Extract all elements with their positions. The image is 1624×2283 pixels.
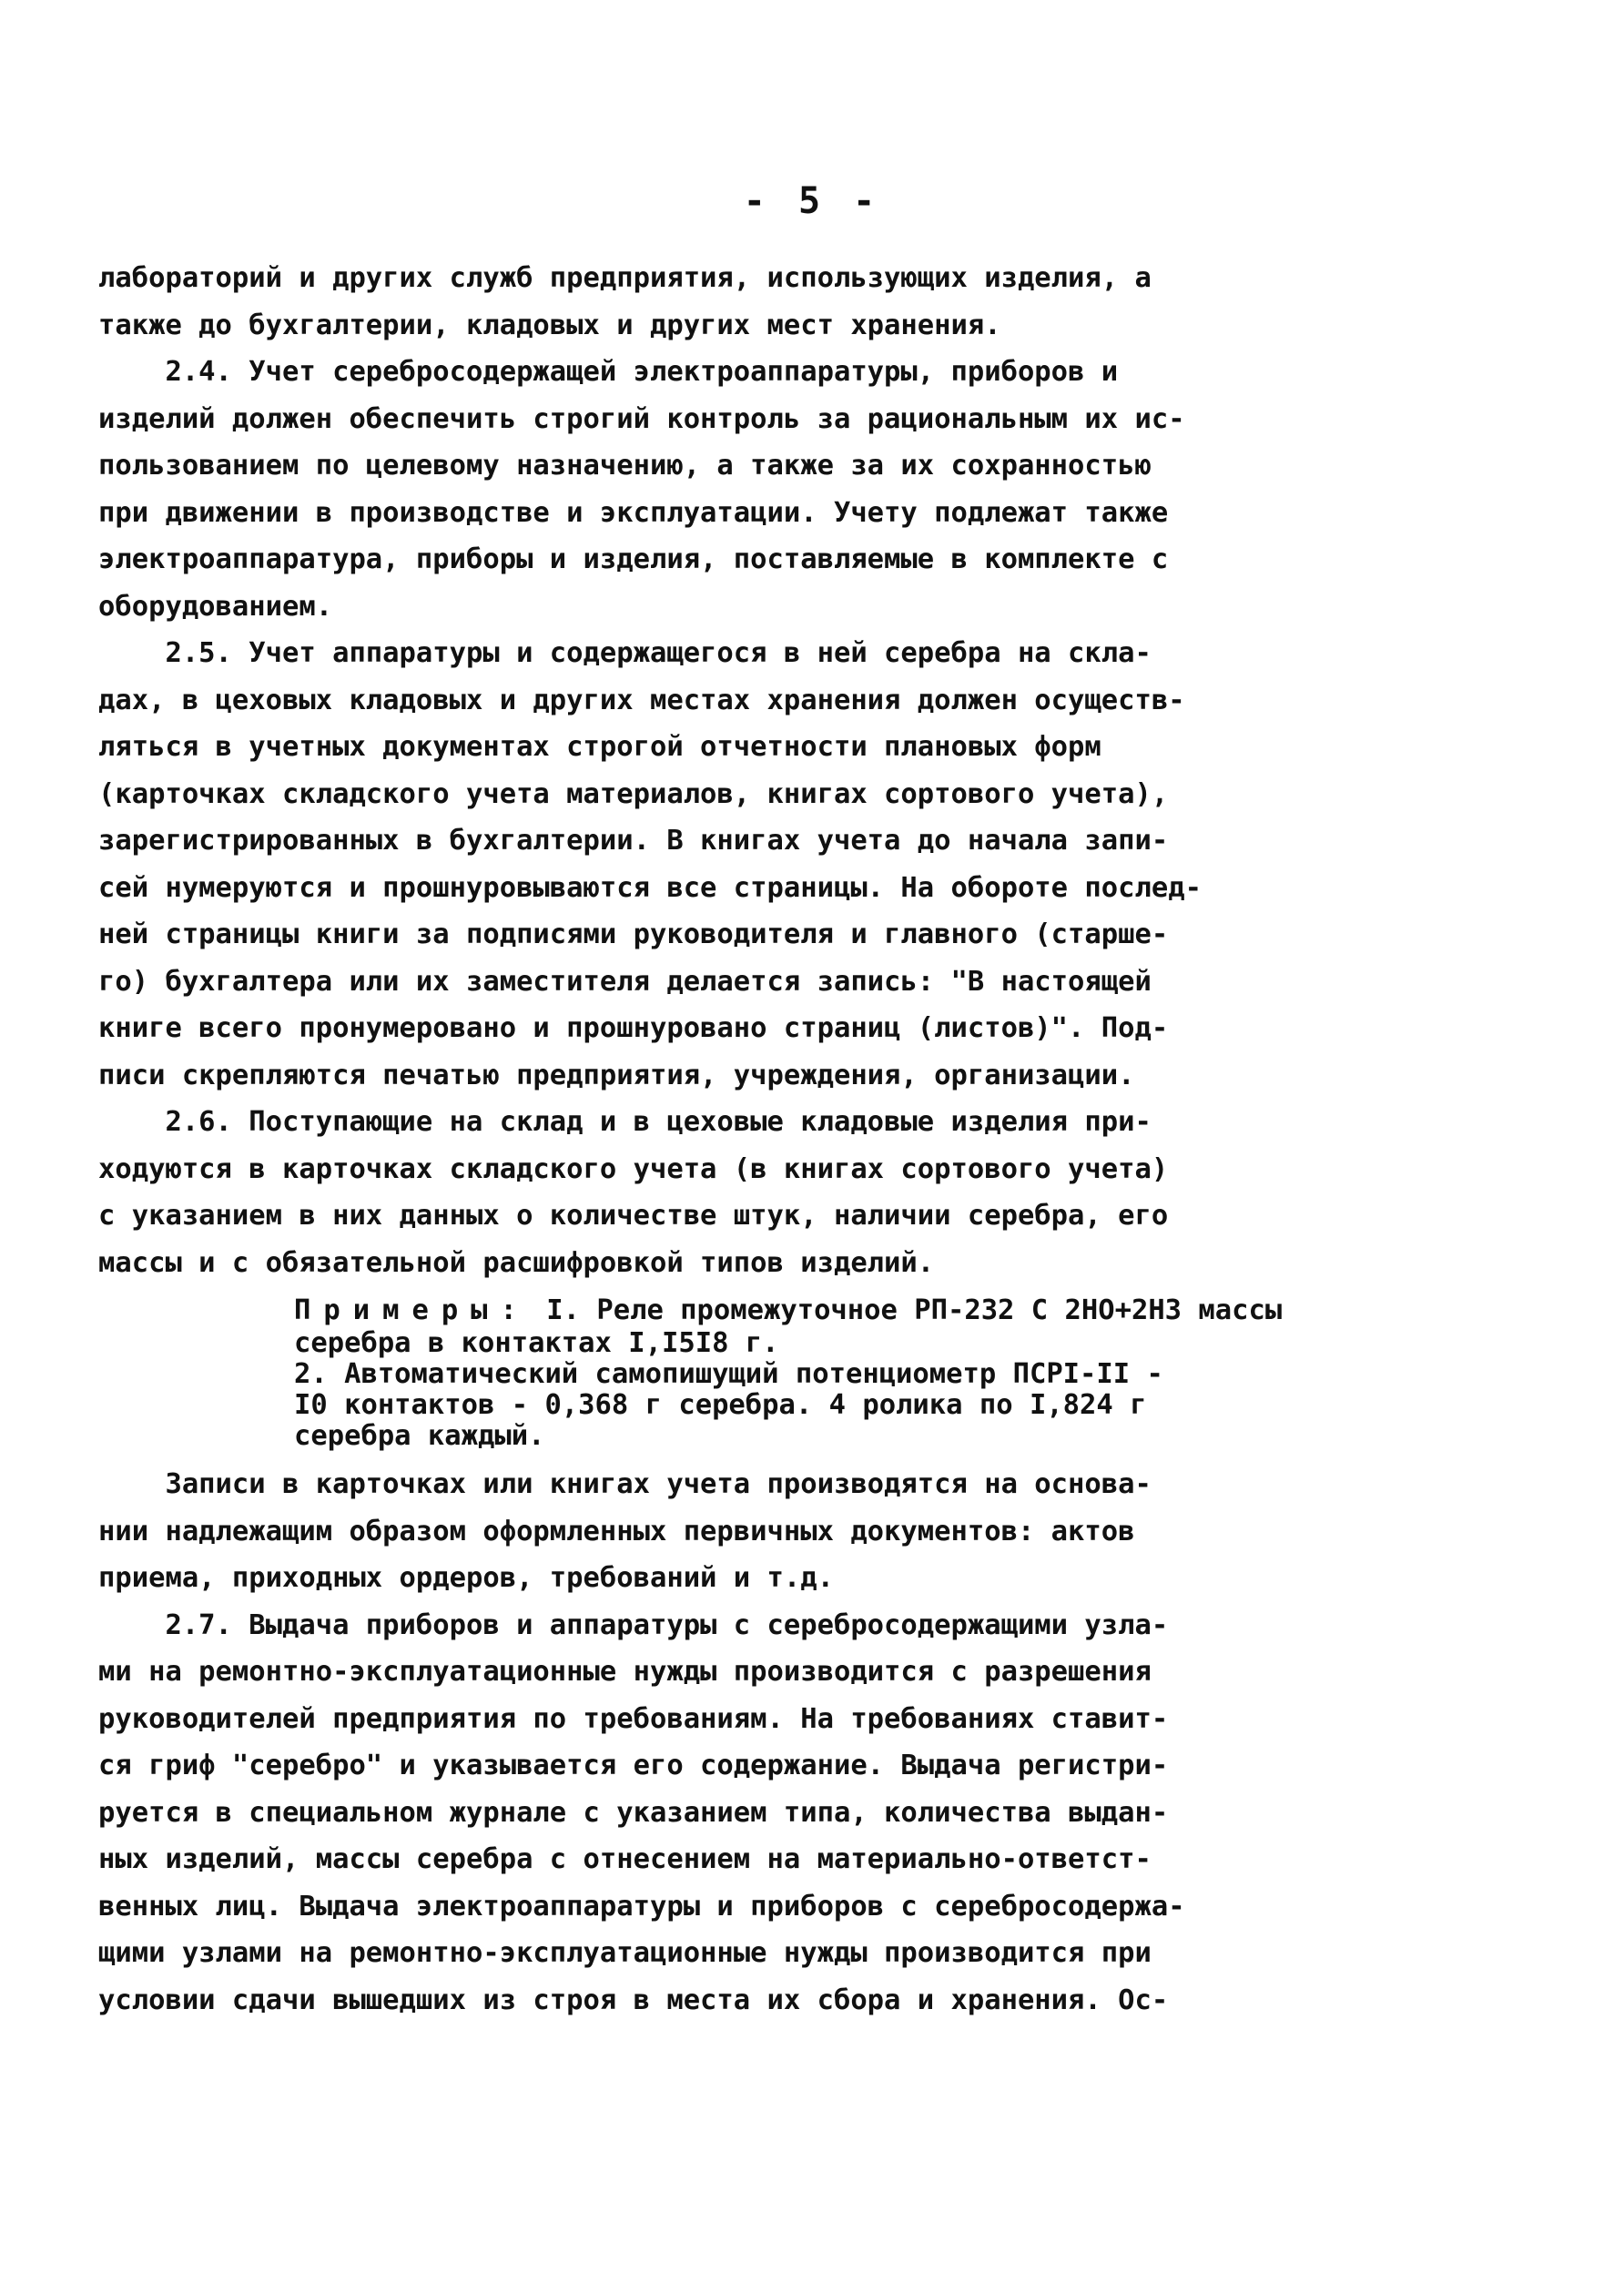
text-line: дах, в цеховых кладовых и других местах хранения должен осуществ- xyxy=(98,684,1185,716)
text-line: ляться в учетных документах строгой отчетности плановых форм xyxy=(98,731,1101,763)
text-line: сей нумеруются и прошнуровываются все страницы. На обороте послед- xyxy=(98,871,1202,904)
text-block-a xyxy=(98,255,1373,1286)
example-line-text: серебра каждый. xyxy=(294,1420,545,1452)
example-line xyxy=(98,1421,1373,1452)
text-line: книге всего пронумеровано и прошнуровано страниц (листов)". Под- xyxy=(98,1012,1169,1044)
examples-first-line xyxy=(98,1290,1373,1328)
example-line xyxy=(98,1359,1373,1390)
text-line: щими узлами на ремонтно-эксплуатационные нужды производится при xyxy=(98,1937,1152,1969)
text-line: (карточках складского учета материалов, книгах сортового учета), xyxy=(98,777,1169,810)
examples-label: Примеры: xyxy=(294,1294,530,1326)
text-line: руется в специальном журнале с указанием типа, количества выдан- xyxy=(98,1796,1169,1829)
text-line: электроаппаратура, приборы и изделия, поставляемые в комплекте с xyxy=(98,543,1169,575)
text-line: также до бухгалтерии, кладовых и других мест хранения. xyxy=(98,309,1001,341)
text-line: приема, приходных ордеров, требований и т.д. xyxy=(98,1562,834,1594)
text-line: условии сдачи вышедших из строя в места их сбора и хранения. Ос- xyxy=(98,1984,1169,2016)
page-number: - 5 - xyxy=(743,180,881,222)
text-line: 2.7. Выдача приборов и аппаратуры с серебросодержащими узла- xyxy=(98,1608,1169,1641)
text-line: ми на ремонтно-эксплуатационные нужды производится с разрешения xyxy=(98,1656,1152,1688)
text-line: пользованием по целевому назначению, а также за их сохранностью xyxy=(98,450,1152,482)
text-line: лабораторий и других служб предприятия, использующих изделия, а xyxy=(98,262,1152,294)
text-line: ных изделий, массы серебра с отнесением на материально-ответст- xyxy=(98,1843,1152,1875)
text-line: массы и с обязательной расшифровкой типов изделий. xyxy=(98,1246,935,1279)
text-line: руководителей предприятия по требованиям. На требованиях ставит- xyxy=(98,1702,1169,1735)
text-line: 2.4. Учет серебросодержащей электроаппаратуры, приборов и xyxy=(98,356,1119,388)
example-line xyxy=(98,1390,1373,1421)
examples-block xyxy=(98,1290,1373,1452)
text-line: с указанием в них данных о количестве штук, наличии серебра, его xyxy=(98,1200,1169,1232)
text-line: 2.5. Учет аппаратуры и содержащегося в ней серебра на скла- xyxy=(98,637,1152,669)
document-body xyxy=(98,255,1373,2024)
text-line: ходуются в карточках складского учета (в книгах сортового учета) xyxy=(98,1152,1169,1185)
text-line: при движении в производстве и эксплуатации. Учету подлежат также xyxy=(98,496,1169,529)
example-line-text: I0 контактов - 0,368 г серебра. 4 ролика по I,824 г xyxy=(294,1389,1147,1421)
text-line: 2.6. Поступающие на склад и в цеховые кладовые изделия при- xyxy=(98,1106,1152,1138)
text-line: ней страницы книги за подписями руководителя и главного (старше- xyxy=(98,918,1169,950)
example-1-start: I. Реле промежуточное РП-232 С 2НО+2НЗ массы xyxy=(529,1294,1283,1326)
text-line: венных лиц. Выдача электроаппаратуры и приборов с серебросодержа- xyxy=(98,1890,1185,1923)
text-line: го) бухгалтера или их заместителя делается запись: "В настоящей xyxy=(98,965,1152,998)
text-block-b xyxy=(98,1461,1373,2024)
text-line: Записи в карточках или книгах учета производятся на основа- xyxy=(98,1468,1152,1500)
text-line: изделий должен обеспечить строгий контроль за рациональным их ис- xyxy=(98,402,1185,435)
text-line: писи скрепляются печатью предприятия, учреждения, организации. xyxy=(98,1059,1135,1091)
text-line: нии надлежащим образом оформленных первичных документов: актов xyxy=(98,1515,1135,1547)
example-line-text: 2. Автоматический самопишущий потенциометр ПСРI-II - xyxy=(294,1358,1163,1390)
example-line xyxy=(98,1328,1373,1359)
example-line-text: серебра в контактах I,I5I8 г. xyxy=(294,1327,779,1359)
text-line: зарегистрированных в бухгалтерии. В книгах учета до начала запи- xyxy=(98,825,1169,857)
text-line: ся гриф "серебро" и указывается его содержание. Выдача регистри- xyxy=(98,1750,1169,1781)
text-line: оборудованием. xyxy=(98,590,333,623)
